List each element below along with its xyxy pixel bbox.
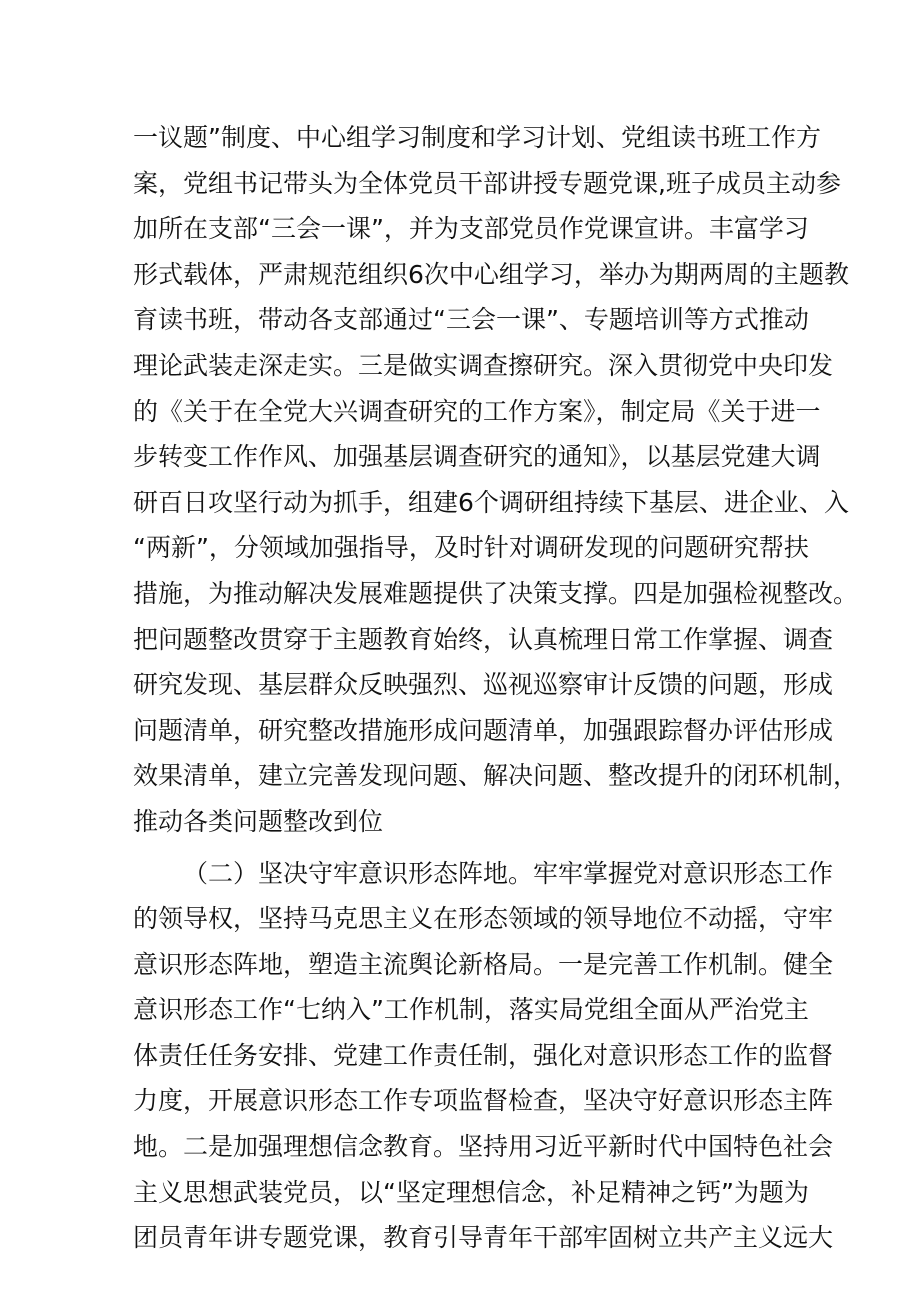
text-line: 的《关于在全党大兴调查研究的工作方案》，制定局《关于进一 [133, 396, 821, 426]
body-text [133, 115, 859, 1261]
text-line: 体责任任务安排、党建工作责任制，强化对意识形态工作的监督 [133, 1040, 834, 1070]
text-line: 育读书班，带动各支部通过“三会一课”、专题培训等方式推动 [133, 305, 809, 335]
text-line: 步转变工作作风、加强基层调查研究的通知》，以基层党建大调 [133, 442, 821, 472]
text-line: 效果清单，建立完善发现问题、解决问题、整改提升的闭环机制， [133, 761, 859, 791]
paragraph-2 [133, 851, 834, 1261]
text-line: 力度，开展意识形态工作专项监督检查，坚决守好意识形态主阵 [133, 1086, 834, 1116]
text-line: 问题清单，研究整改措施形成问题清单，加强跟踪督办评估形成 [133, 715, 834, 745]
text-line: 意识形态工作“七纳入”工作机制，落实局党组全面从严治党主 [133, 995, 809, 1025]
text-line: 的领导权，坚持马克思主义在形态领域的领导地位不动摇，守牢 [133, 904, 834, 934]
text-line: 理论武装走深走实。三是做实调查擦研究。深入贯彻党中央印发 [133, 350, 834, 380]
text-line: 案，党组书记带头为全体党员干部讲授专题党课,班子成员主动参 [133, 168, 841, 198]
text-line: 团员青年讲专题党课，教育引导青年干部牢固树立共产主义远大 [133, 1223, 834, 1253]
text-line: 地。二是加强理想信念教育。坚持用习近平新时代中国特色社会 [133, 1132, 834, 1162]
text-line: 研究发现、基层群众反映强烈、巡视巡察审计反馈的问题，形成 [133, 670, 834, 700]
text-line: （二）坚决守牢意识形态阵地。牢牢掌握党对意识形态工作 [183, 858, 834, 888]
text-line: “两新”，分领域加强指导，及时针对调研发现的问题研究帮扶 [133, 533, 809, 563]
text-line: 加所在支部“三会一课”，并为支部党员作党课宣讲。丰富学习 [133, 214, 809, 244]
text-line: 主义思想武装党员，以“坚定理想信念，补足精神之钙”为题为 [133, 1177, 809, 1207]
text-line: 推动各类问题整改到位 [133, 806, 384, 836]
text-line: 研百日攻坚行动为抓手，组建6个调研组持续下基层、进企业、入 [133, 487, 849, 517]
text-line: 一议题”制度、中心组学习制度和学习计划、党组读书班工作方 [133, 123, 821, 152]
text-line: 把问题整改贯穿于主题教育始终，认真梳理日常工作掌握、调查 [133, 624, 834, 654]
paragraph-1 [133, 115, 859, 845]
text-line: 措施，为推动解决发展难题提供了决策支撑。四是加强检视整改。 [133, 578, 859, 608]
text-line: 形式载体，严肃规范组织6次中心组学习，举办为期两周的主题教 [133, 259, 849, 289]
text-line: 意识形态阵地，塑造主流舆论新格局。一是完善工作机制。健全 [133, 949, 834, 979]
